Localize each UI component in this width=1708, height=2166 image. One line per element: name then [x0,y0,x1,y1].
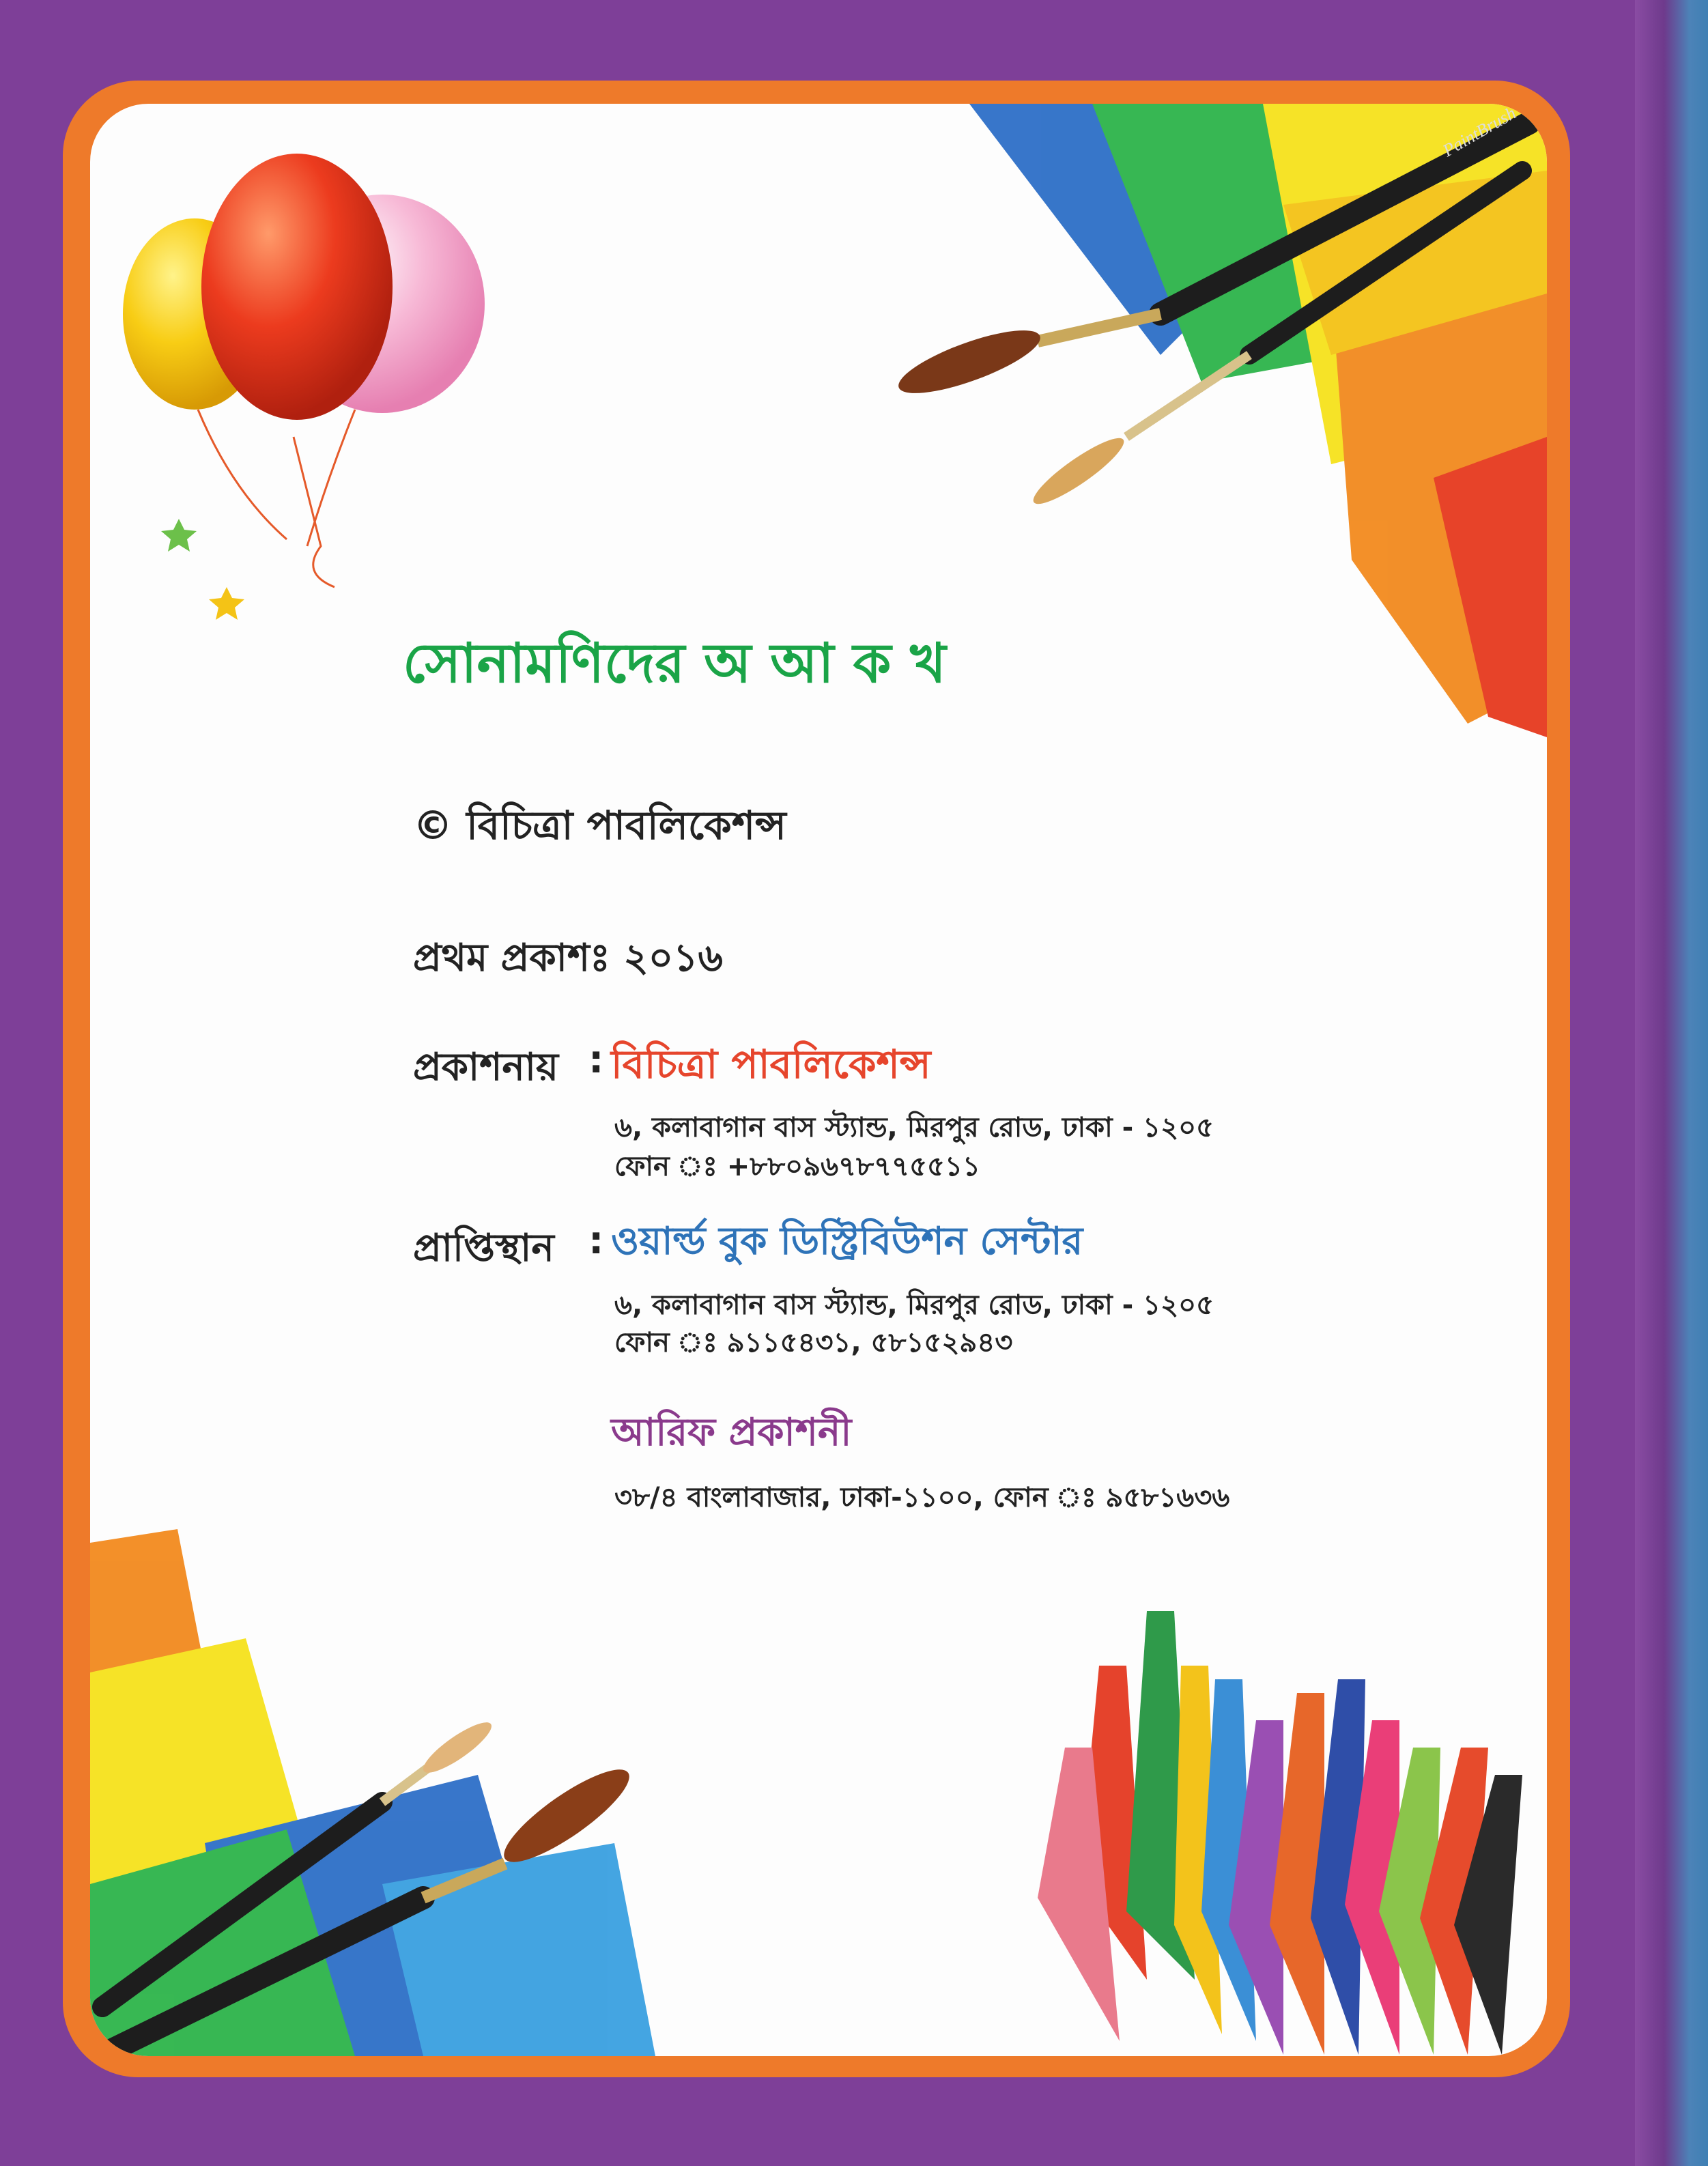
publisher-phone: ফোন ঃ +৮৮০৯৬৭৮৭৭৫৫১১ [614,1151,980,1182]
distributor-address: ৬, কলাবাগান বাস স্ট্যান্ড, মিরপুর রোড, ঢাকা - ১২০৫ [614,1289,1214,1321]
red-balloon [201,154,393,420]
book-title: সোনামণিদের অ আ ক খ [403,631,946,695]
distributor-name: ওয়ার্ল্ড বুক ডিস্ট্রিবিউশন সেন্টার [611,1219,1083,1264]
distributor-label: প্রাপ্তিস্থান [413,1226,554,1270]
brush-label: PaintBrush [1439,102,1520,161]
yellow-star-icon [209,587,244,620]
publisher-name: বিচিত্রা পাবলিকেশন্স [611,1041,931,1087]
publisher-address: ৬, কলাবাগান বাস স্ট্যান্ড, মিরপুর রোড, ঢাকা - ১২০৫ [614,1112,1214,1143]
publisher-label: প্রকাশনায় [413,1045,559,1089]
copyright-line: © বিচিত্রা পাবলিকেশন্স [413,802,786,849]
second-distributor-name: আরিফ প্রকাশনী [611,1410,852,1455]
second-distributor-address: ৩৮/৪ বাংলাবাজার, ঢাকা-১১০০, ফোন ঃ ৯৫৮১৬৩৬ [614,1482,1230,1513]
balloons [123,154,485,620]
paint-strokes-top-right [969,104,1547,737]
colored-pencils [1038,1611,1522,2055]
distributor-phone: ফোন ঃ ৯১১৫৪৩১, ৫৮১৫২৯৪৩ [614,1327,1013,1358]
distributor-colon: : [588,1219,604,1263]
first-edition-line: প্রথম প্রকাশঃ ২০১৬ [413,936,723,980]
publisher-colon: : [588,1038,604,1082]
green-star-icon [161,519,197,552]
